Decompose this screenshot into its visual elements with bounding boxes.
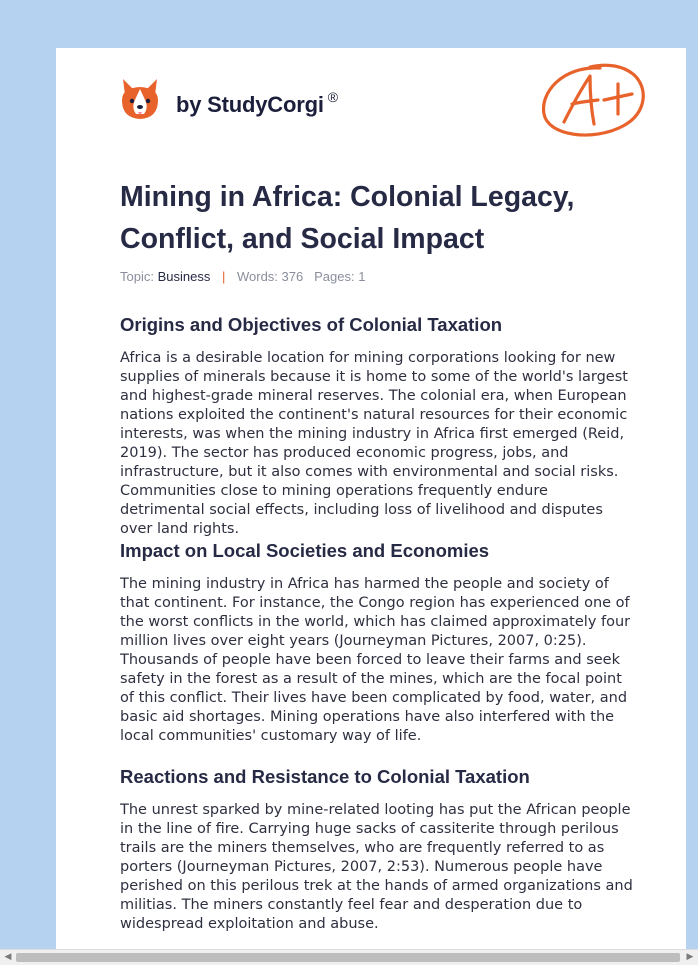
section-heading: Origins and Objectives of Colonial Taxation	[120, 314, 503, 335]
document-page	[56, 48, 686, 964]
words-label: Words:	[236, 269, 278, 284]
section-body: Africa is a desirable location for mining corporations looking for new supplies of minerals because it is home to some of the world's largest and highest-grade mineral reserves. The colonial era, when European nations exploited the continent's natural resources for their economic interests, was when the mining industry in Africa first emerged (Reid, 2019). The sector has produced economic progress, jobs, and infrastructure, but it also comes with environmental and social risks. Communities close to mining operations frequently endure detrimental social effects, including loss of livelihood and disputes over land rights.	[120, 350, 628, 537]
studycorgi-logo[interactable]	[120, 76, 360, 124]
scroll-thumb[interactable]	[16, 953, 680, 962]
section-body: The mining industry in Africa has harmed the people and society of that continent. For instance, the Congo region has experienced one of the worst conflicts in the world, which has claimed approximately four million lives over eight years (Journeyman Pictures, 2007, 0:25). Thousands of people have been forced to leave their farms and seek safety in the forest as a result of the mines, which are the focal point of this conflict. Their lives have been complicated by food, water, and basic aid shortages. Mining operations have also interfered with the local communities' customary way of life.	[120, 576, 631, 744]
article-title: Mining in Africa: Colonial Legacy, Conflict, and Social Impact	[120, 181, 575, 255]
meta-separator: |	[221, 269, 226, 284]
trademark-symbol: ®	[327, 89, 338, 105]
section-body: The unrest sparked by mine-related looting has put the African people in the line of fire. Carrying huge sacks of cassiterite through perilous trails are the miners themselves, who are frequently referred to as porters (Journeyman Pictures, 2007, 2:53). Numerous people have perished on this perilous trek at the hands of armed organizations and militias. The miners constantly feel fear and desperation due to widespread exploitation and abuse.	[120, 802, 633, 932]
corgi-icon	[120, 76, 160, 122]
topic-label: Topic:	[120, 269, 154, 284]
scroll-left-icon[interactable]: ◀	[4, 952, 12, 962]
grade-text: A+	[538, 58, 540, 59]
a-plus-grade-badge	[538, 58, 650, 142]
brand-name: by StudyCorgi ®	[176, 89, 338, 117]
topic-link[interactable]: Business	[157, 269, 211, 284]
page-count: 1	[358, 269, 366, 284]
section-heading: Reactions and Resistance to Colonial Taxation	[120, 766, 530, 787]
word-count: 376	[281, 269, 304, 284]
section-heading: Impact on Local Societies and Economies	[120, 540, 490, 561]
pages-label: Pages:	[314, 269, 355, 284]
scroll-right-icon[interactable]: ▶	[686, 952, 694, 962]
article-meta	[120, 269, 365, 284]
horizontal-scrollbar[interactable]	[0, 949, 698, 965]
